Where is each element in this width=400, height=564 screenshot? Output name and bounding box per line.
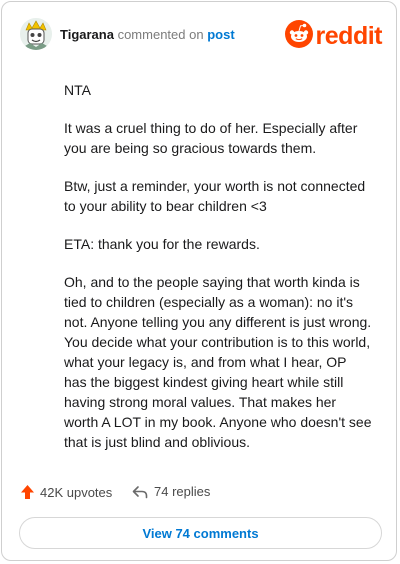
- comment-footer: [20, 484, 382, 504]
- view-comments-button[interactable]: View 74 comments: [19, 517, 382, 549]
- upvote-control[interactable]: [20, 484, 112, 500]
- comment-paragraph: Btw, just a reminder, your worth is not connected to your ability to bear children <3: [64, 178, 366, 214]
- username[interactable]: Tigarana: [60, 27, 114, 42]
- post-link[interactable]: post: [207, 27, 235, 42]
- upvote-arrow-icon[interactable]: [20, 484, 35, 500]
- comment-paragraph: It was a cruel thing to do of her. Especially after you are being so gracious towards them.: [64, 120, 358, 156]
- comment-body: [64, 80, 372, 470]
- comment-header: [20, 18, 382, 52]
- reddit-wordmark: reddit: [315, 21, 382, 50]
- reply-count: 74 replies: [154, 484, 211, 499]
- comment-card: [1, 1, 397, 561]
- reddit-logo[interactable]: [285, 21, 382, 51]
- avatar[interactable]: [20, 18, 52, 50]
- reddit-snoo-icon: [285, 20, 313, 53]
- comment-meta: [60, 27, 235, 42]
- replies-control[interactable]: [132, 484, 210, 499]
- comment-paragraph: NTA: [64, 82, 91, 98]
- upvote-count: 42K upvotes: [40, 484, 113, 500]
- action-text: commented on: [117, 27, 204, 42]
- reply-icon[interactable]: [132, 485, 148, 499]
- comment-paragraph: Oh, and to the people saying that worth kinda is tied to children (especially as a woman): no it's not. Anyone telling you any different is just wrong. You decide what your contribution is to this world, what your legacy is, and from what I hear, OP has the biggest kindest giving heart while still having strong moral values. That makes her worth A LOT in my book. Anyone who doesn't see that is just blind and oblivious.: [64, 274, 372, 450]
- comment-paragraph: ETA: thank you for the rewards.: [64, 236, 260, 252]
